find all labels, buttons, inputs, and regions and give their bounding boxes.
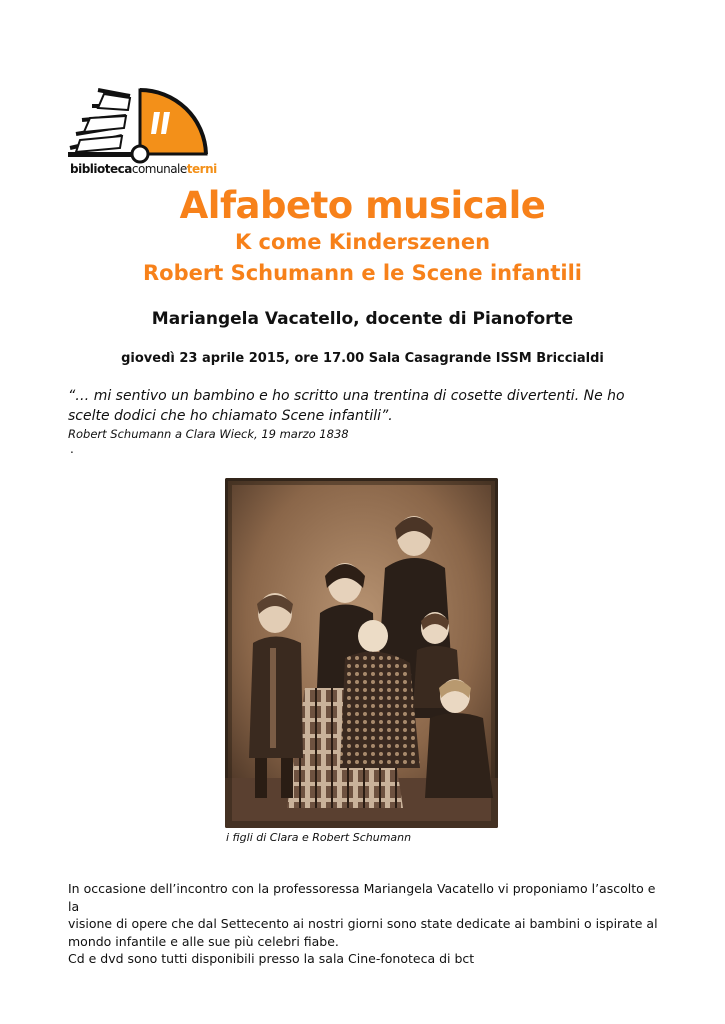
logo-text-comunale: comunale bbox=[131, 162, 187, 176]
body-paragraph bbox=[68, 880, 668, 968]
logo-text-biblioteca: biblioteca bbox=[70, 162, 132, 176]
quote-attribution: Robert Schumann a Clara Wieck, 19 marzo 1838 bbox=[68, 427, 349, 441]
fan-logo-icon bbox=[68, 82, 218, 164]
body-line: visione di opere che dal Settecento ai nostri giorni sono state dedicate ai bambini o ispirate al bbox=[68, 916, 658, 931]
subtitle-schumann: Robert Schumann e le Scene infantili bbox=[143, 261, 582, 285]
subtitle-kinderszenen: K come Kinderszenen bbox=[234, 230, 491, 254]
body-line: mondo infantile e alle sue più celebri fiabe. bbox=[68, 933, 339, 949]
stray-dot: . bbox=[70, 442, 74, 456]
schumann-children-photo bbox=[225, 478, 498, 828]
photo-caption: i figli di Clara e Robert Schumann bbox=[226, 831, 412, 844]
body-line: In occasione dell’incontro con la professoressa Mariangela Vacatello vi proponiamo l’ascolto e la bbox=[68, 881, 656, 914]
body-line: Cd e dvd sono tutti disponibili presso la sala Cine-fonoteca di bct bbox=[68, 951, 475, 966]
speaker-line: Mariangela Vacatello, docente di Pianoforte bbox=[151, 309, 574, 329]
page-title: Alfabeto musicale bbox=[179, 184, 546, 227]
photo-illustration bbox=[225, 478, 498, 828]
logo-text-terni: terni bbox=[186, 162, 217, 176]
library-logo bbox=[68, 82, 218, 182]
event-date: giovedì 23 aprile 2015, ore 17.00 Sala Casagrande ISSM Briccialdi bbox=[121, 351, 604, 366]
logo-wordmark bbox=[70, 162, 217, 176]
schumann-quote: “… mi sentivo un bambino e ho scritto una trentina di cosette divertenti. Ne ho scelte dodici che ho chiamato Scene infantili”. bbox=[68, 388, 625, 424]
